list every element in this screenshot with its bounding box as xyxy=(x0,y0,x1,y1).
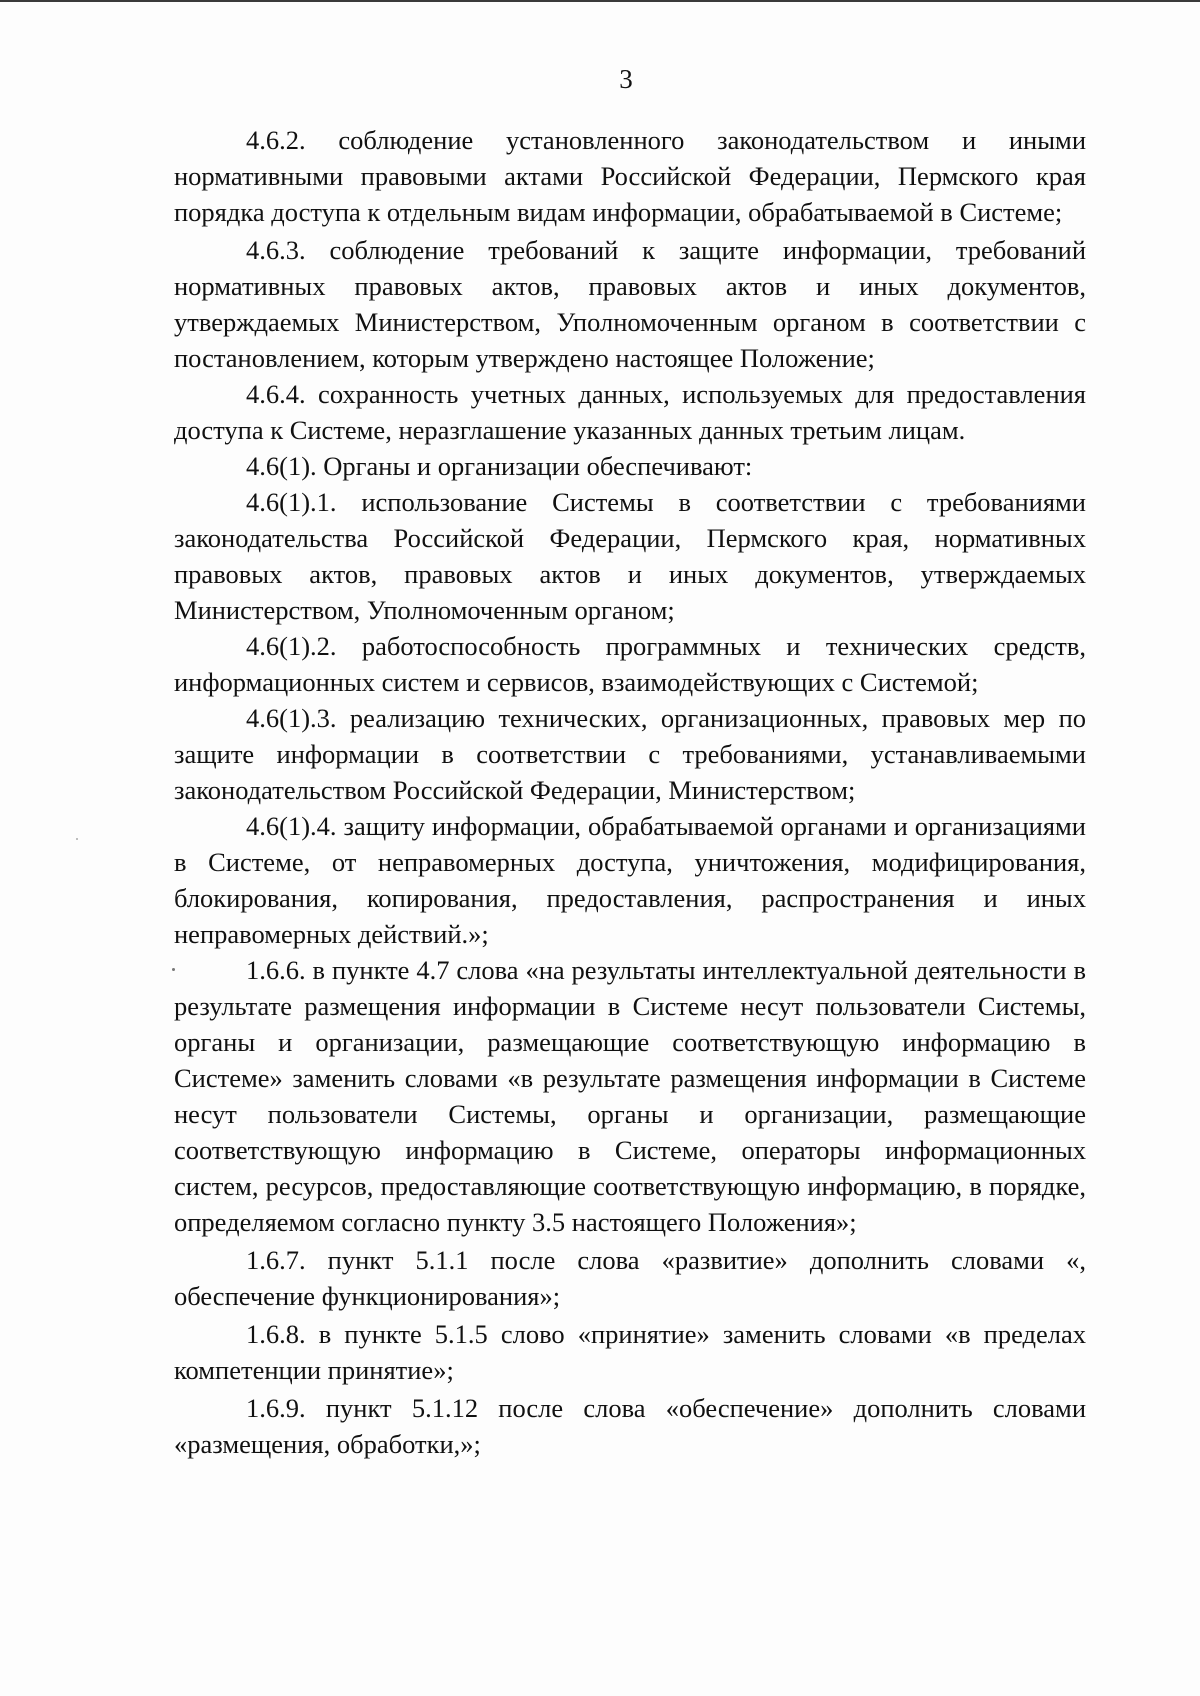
paragraph-4-6-4: 4.6.4. сохранность учетных данных, используемых для предоставления доступа к Системе, неразглашение указанных данных третьим лицам. xyxy=(174,379,1086,445)
paragraph-1-6-9: 1.6.9. пункт 5.1.12 после слова «обеспечение» дополнить словами «размещения, обработки,»; xyxy=(174,1393,1086,1459)
paragraph-4-6-1-4: 4.6(1).4. защиту информации, обрабатываемой органами и организациями в Системе, от неправомерных доступа, уничтожения, модифицирования, блокирования, копирования, предоставления, распространения и иных неправомерных действий.»; xyxy=(174,811,1086,949)
page-number: 3 xyxy=(619,64,633,94)
paragraph-4-6-1: 4.6(1). Органы и организации обеспечивают: xyxy=(246,451,753,481)
scan-speck xyxy=(172,968,175,971)
paragraph-1-6-7: 1.6.7. пункт 5.1.1 после слова «развитие» дополнить словами «, обеспечение функционирования»; xyxy=(174,1245,1086,1311)
paragraph-1-6-8: 1.6.8. в пункте 5.1.5 слово «принятие» заменить словами «в пределах компетенции принятие»; xyxy=(174,1319,1086,1385)
paragraph-4-6-1-1: 4.6(1).1. использование Системы в соответствии с требованиями законодательства Российской Федерации, Пермского края, нормативных правовых актов, правовых актов и иных документов, утверждаемых Министерством, Уполномоченным органом; xyxy=(174,487,1086,625)
paragraph-4-6-2: 4.6.2. соблюдение установленного законодательством и иными нормативными правовыми актами Российской Федерации, Пермского края порядка доступа к отдельным видам информации, обрабатываемой в Системе; xyxy=(174,125,1086,227)
paragraph-1-6-6: 1.6.6. в пункте 4.7 слова «на результаты интеллектуальной деятельности в результате размещения информации в Системе несут пользователи Системы, органы и организации, размещающие соответствующую информацию в Системе» заменить словами «в результате размещения информации в Системе несут пользователи Системы, органы и организации, размещающие соответствующую информацию в Системе, операторы информационных систем, ресурсов, предоставляющие соответствующую информацию, в порядке, определяемом согласно пункту 3.5 настоящего Положения»; xyxy=(174,955,1086,1237)
paragraph-4-6-1-3: 4.6(1).3. реализацию технических, организационных, правовых мер по защите информации в соответствии с требованиями, устанавливаемыми законодательством Российской Федерации, Министерством; xyxy=(174,703,1086,805)
document-body xyxy=(174,122,1086,1462)
paragraph-4-6-1-2: 4.6(1).2. работоспособность программных и технических средств, информационных систем и сервисов, взаимодействующих с Системой; xyxy=(174,631,1086,697)
scan-speck xyxy=(76,838,78,840)
paragraph-4-6-3: 4.6.3. соблюдение требований к защите информации, требований нормативных правовых актов, правовых актов и иных документов, утверждаемых Министерством, Уполномоченным органом в соответствии с постановлением, которым утверждено настоящее Положение; xyxy=(174,235,1086,373)
